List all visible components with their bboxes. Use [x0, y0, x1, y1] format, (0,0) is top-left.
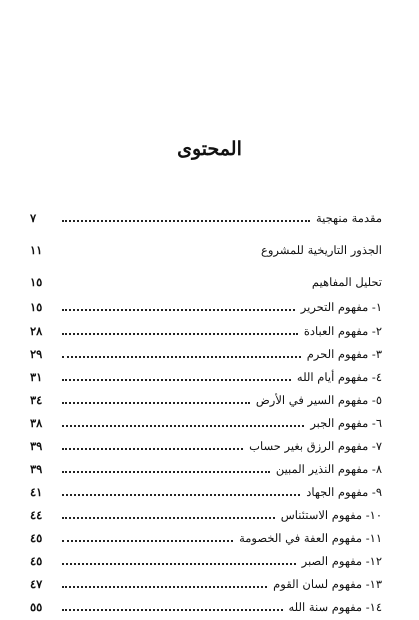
dot-leader — [62, 540, 233, 542]
dot-leader — [62, 586, 267, 588]
dot-leader — [62, 517, 275, 519]
toc-entry-title: ١٤- مفهوم سنة الله — [288, 600, 382, 614]
toc-entry — [30, 293, 382, 315]
dot-leader — [62, 402, 250, 404]
toc-entry-title: ٨- مفهوم النذير المبين — [275, 462, 382, 476]
page-title: المحتوى — [177, 138, 242, 160]
toc-entry — [30, 317, 382, 339]
dot-leader — [62, 471, 270, 473]
toc-entry-page: ٢٨ — [30, 324, 43, 338]
toc-entry-title: ١١- مفهوم العفة في الخصومة — [239, 531, 382, 545]
toc-entry-page: ٤٧ — [30, 577, 43, 591]
toc-entry — [30, 478, 382, 500]
toc-entry-page: ٤١ — [30, 485, 43, 499]
toc-entry — [30, 570, 382, 592]
toc-entry-page: ١٥ — [30, 275, 43, 289]
dot-leader — [62, 425, 304, 427]
toc-entry — [30, 409, 382, 431]
toc-entry-page: ٣٨ — [30, 416, 43, 430]
toc-entry-page: ٣٩ — [30, 439, 43, 453]
toc-entry-page: ٤٥ — [30, 531, 43, 545]
toc-entry — [30, 386, 382, 408]
toc-entry-title: ٩- مفهوم الجهاد — [306, 485, 382, 499]
toc-entry-title: ١٠- مفهوم الاستئناس — [280, 508, 382, 522]
toc-entry-page: ٣١ — [30, 370, 43, 384]
toc-entry — [30, 501, 382, 523]
toc-entry-title: ١٢- مفهوم الصبر — [301, 554, 382, 568]
dot-leader — [62, 309, 295, 311]
toc-entry-page: ٢٩ — [30, 347, 43, 361]
toc-entry-title: ٦- مفهوم الجبر — [310, 416, 382, 430]
toc-entry-title: ٤- مفهوم أيام الله — [296, 370, 382, 384]
toc-entry — [30, 524, 382, 546]
toc-entry-page: ١٥ — [30, 300, 43, 314]
toc-entry-page: ٧ — [30, 211, 37, 225]
toc-entry-title: ٢- مفهوم العبادة — [303, 324, 382, 338]
toc-entry-title: ٧- مفهوم الرزق بغير حساب — [249, 439, 382, 453]
dot-leader — [62, 220, 310, 222]
dot-leader — [62, 563, 296, 565]
toc-entry — [30, 268, 382, 290]
toc-entry — [30, 236, 382, 258]
toc-entry-page: ٤٤ — [30, 508, 43, 522]
dot-leader — [62, 356, 301, 358]
toc-entry-page: ٥٥ — [30, 600, 43, 614]
toc-entry-title: ٥- مفهوم السير في الأرض — [255, 393, 382, 407]
toc-entry — [30, 204, 382, 226]
toc-entry-title: مقدمة منهجية — [316, 211, 382, 225]
toc-entry — [30, 455, 382, 477]
toc-entry — [30, 547, 382, 569]
toc-entry-page: ١١ — [30, 243, 43, 257]
toc-entry-page: ٣٤ — [30, 393, 43, 407]
toc-entry-title: تحليل المفاهيم — [311, 275, 382, 289]
toc-entry-page: ٤٥ — [30, 554, 43, 568]
toc-entry-title: ١- مفهوم التحرير — [300, 300, 382, 314]
toc-entry — [30, 363, 382, 385]
toc-entry-page: ٣٩ — [30, 462, 43, 476]
toc-entry — [30, 340, 382, 362]
dot-leader — [62, 494, 300, 496]
dot-leader — [62, 379, 291, 381]
dot-leader — [62, 448, 243, 450]
toc-entry-title: ٣- مفهوم الحرم — [306, 347, 382, 361]
toc-entry-title: الجذور التاريخية للمشروع — [260, 243, 382, 257]
dot-leader — [62, 333, 298, 335]
toc-entry — [30, 593, 382, 615]
dot-leader — [62, 609, 283, 611]
toc-entry — [30, 432, 382, 454]
toc-entry-title: ١٣- مفهوم لسان القوم — [273, 577, 382, 591]
